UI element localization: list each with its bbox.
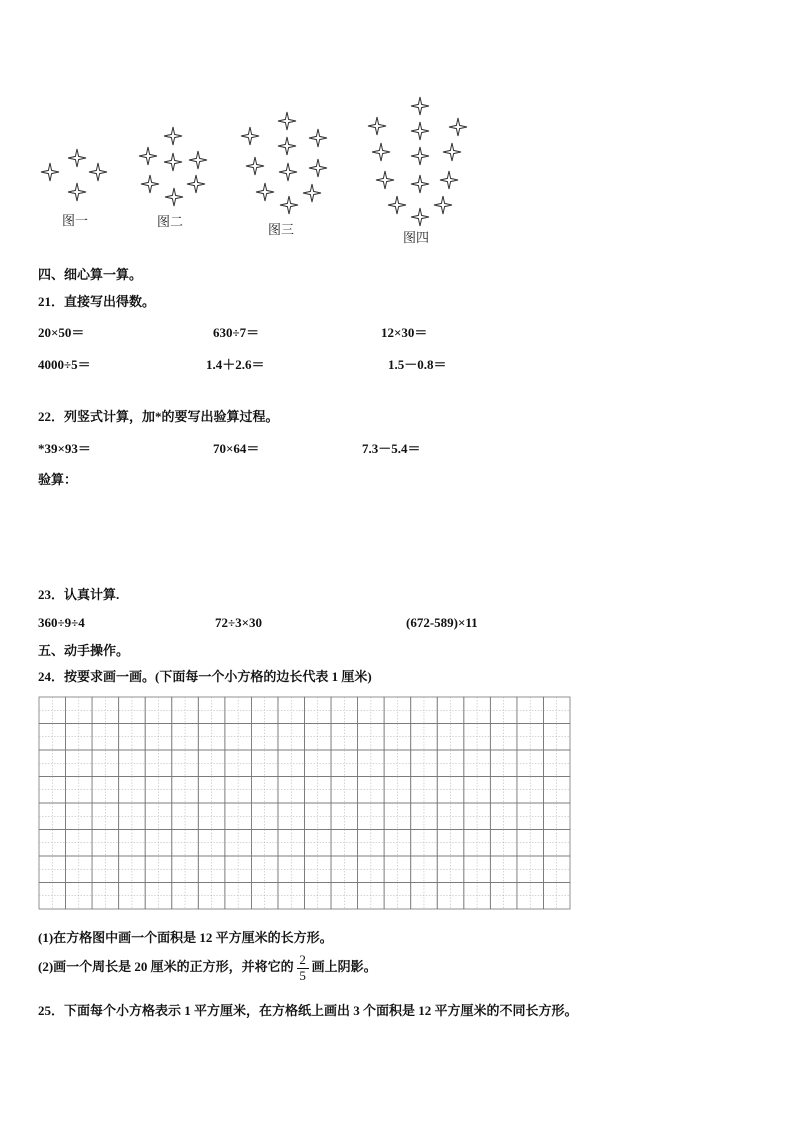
star-icon (164, 153, 182, 171)
star-icon (309, 159, 327, 177)
star-figures (0, 0, 794, 260)
q24-sub-2-before: (2)画一个周长是 20 厘米的正方形，并将它的 (38, 958, 294, 974)
star-icon (41, 163, 59, 181)
figure-1-stars (41, 149, 107, 201)
q23-title: 23．认真计算. (38, 587, 120, 602)
q21-expr-2: 630÷7＝ (213, 325, 260, 340)
star-icon (443, 143, 461, 161)
star-icon (303, 184, 321, 202)
q21-expr-5: 1.4＋2.6＝ (206, 357, 265, 372)
star-icon (165, 188, 183, 206)
figure-3-stars (241, 112, 327, 214)
q23-expr-3: (672-589)×11 (406, 615, 478, 630)
q23-expr-2: 72÷3×30 (215, 615, 263, 630)
star-icon (434, 196, 452, 214)
star-icon (164, 127, 182, 145)
fraction-numerator: 2 (299, 952, 306, 967)
star-icon (68, 183, 86, 201)
star-icon (189, 151, 207, 169)
star-icon (411, 175, 429, 193)
star-icon (187, 175, 205, 193)
star-icon (68, 149, 86, 167)
star-icon (411, 97, 429, 115)
star-icon (372, 143, 390, 161)
q22-expr-3: 7.3－5.4＝ (362, 441, 421, 456)
figure-2-stars (139, 127, 207, 206)
star-icon (139, 147, 157, 165)
q24-title: 24．按要求画一画。(下面每一个小方格的边长代表 1 厘米) (38, 669, 372, 684)
star-icon (89, 163, 107, 181)
figure-2-label: 图二 (157, 215, 184, 230)
star-icon (278, 112, 296, 130)
fraction-two-fifths (296, 953, 310, 983)
star-icon (309, 129, 327, 147)
figure-1-label: 图一 (62, 214, 89, 229)
star-icon (411, 208, 429, 226)
star-icon (256, 183, 274, 201)
star-icon (368, 117, 386, 135)
q23-expr-1: 360÷9÷4 (38, 615, 85, 630)
fraction-denominator: 5 (299, 968, 306, 983)
star-icon (411, 122, 429, 140)
figure-3-label: 图三 (268, 223, 295, 238)
q22-expr-2: 70×64＝ (213, 441, 260, 456)
figure-4-label: 图四 (403, 231, 430, 246)
star-icon (440, 171, 458, 189)
square-grid[interactable] (38, 696, 571, 910)
q22-title: 22．列竖式计算，加*的要写出验算过程。 (38, 409, 279, 424)
star-icon (411, 147, 429, 165)
q21-expr-4: 4000÷5＝ (38, 357, 91, 372)
q25-title: 25．下面每个小方格表示 1 平方厘米，在方格纸上画出 3 个面积是 12 平方厘米的不同长方形。 (38, 1003, 578, 1018)
star-icon (278, 137, 296, 155)
star-icon (279, 163, 297, 181)
q21-expr-3: 12×30＝ (381, 325, 428, 340)
q21-title: 21．直接写出得数。 (38, 294, 156, 309)
q24-sub-1: (1)在方格图中画一个面积是 12 平方厘米的长方形。 (38, 930, 333, 945)
star-icon (241, 127, 259, 145)
star-icon (141, 175, 159, 193)
q21-expr-6: 1.5－0.8＝ (388, 357, 447, 372)
star-icon (449, 118, 467, 136)
figure-4-stars (368, 97, 467, 226)
star-icon (280, 196, 298, 214)
q21-expr-1: 20×50＝ (38, 325, 85, 340)
star-icon (246, 157, 264, 175)
q22-expr-1: *39×93＝ (38, 441, 91, 456)
star-icon (376, 171, 394, 189)
q24-sub-2 (38, 953, 377, 983)
star-icon (388, 196, 406, 214)
q22-check-label: 验算： (38, 472, 78, 487)
section-4-title: 四、细心算一算。 (38, 267, 143, 282)
section-5-title: 五、动手操作。 (38, 643, 130, 658)
q24-sub-2-after: 画上阴影。 (311, 958, 377, 974)
